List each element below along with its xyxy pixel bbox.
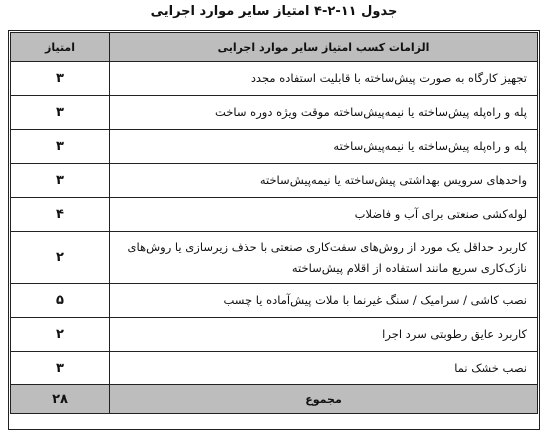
score-cell: ۵: [11, 284, 110, 318]
total-row: [11, 385, 538, 414]
table-caption: جدول ۱۱-۲-۴ امتیاز سایر موارد اجرایی: [150, 4, 398, 19]
requirement-cell: پله و راه‌پله پیش‌ساخته یا نیمه‌پیش‌ساخته موقت ویژه دوره ساخت: [110, 96, 538, 130]
score-cell: ۳: [11, 62, 110, 96]
score-cell: ۲: [11, 318, 110, 352]
table-row: [11, 232, 538, 284]
requirement-cell: کاربرد حداقل یک مورد از روش‌های سفت‌کاری صنعتی با حذف زیرسازی یا روش‌های نازک‌کاری سریع مانند استفاده از اقلام پیش‌ساخته: [110, 232, 538, 284]
requirements-header: الزامات کسب امتیاز سایر موارد اجرایی: [110, 33, 538, 62]
requirement-cell: نصب کاشی / سرامیک / سنگ غیرنما با ملات پیش‌آماده یا چسب: [110, 284, 538, 318]
table-row: [11, 62, 538, 96]
requirement-cell: پله و راه‌پله پیش‌ساخته یا نیمه‌پیش‌ساخته: [110, 130, 538, 164]
score-cell: ۲: [11, 232, 110, 284]
requirement-cell: کاربرد عایق رطوبتی سرد اجرا: [110, 318, 538, 352]
score-cell: ۳: [11, 164, 110, 198]
table-row: [11, 96, 538, 130]
requirement-cell: واحدهای سرویس بهداشتی پیش‌ساخته یا نیمه‌پیش‌ساخته: [110, 164, 538, 198]
table-row: [11, 164, 538, 198]
header-row: [11, 33, 538, 62]
table-row: [11, 130, 538, 164]
requirement-cell: تجهیز کارگاه به صورت پیش‌ساخته با قابلیت استفاده مجدد: [110, 62, 538, 96]
table-row: [11, 198, 538, 232]
table-row: [11, 318, 538, 352]
total-score: ۲۸: [11, 385, 110, 414]
table-row: [11, 352, 538, 385]
total-label: مجموع: [110, 385, 538, 414]
requirement-cell: نصب خشک نما: [110, 352, 538, 385]
score-table: [10, 32, 538, 414]
table-row: [11, 284, 538, 318]
requirement-cell: لوله‌کشی صنعتی برای آب و فاضلاب: [110, 198, 538, 232]
score-cell: ۴: [11, 198, 110, 232]
score-header: امتیاز: [11, 33, 110, 62]
score-cell: ۳: [11, 352, 110, 385]
score-cell: ۳: [11, 96, 110, 130]
score-cell: ۳: [11, 130, 110, 164]
